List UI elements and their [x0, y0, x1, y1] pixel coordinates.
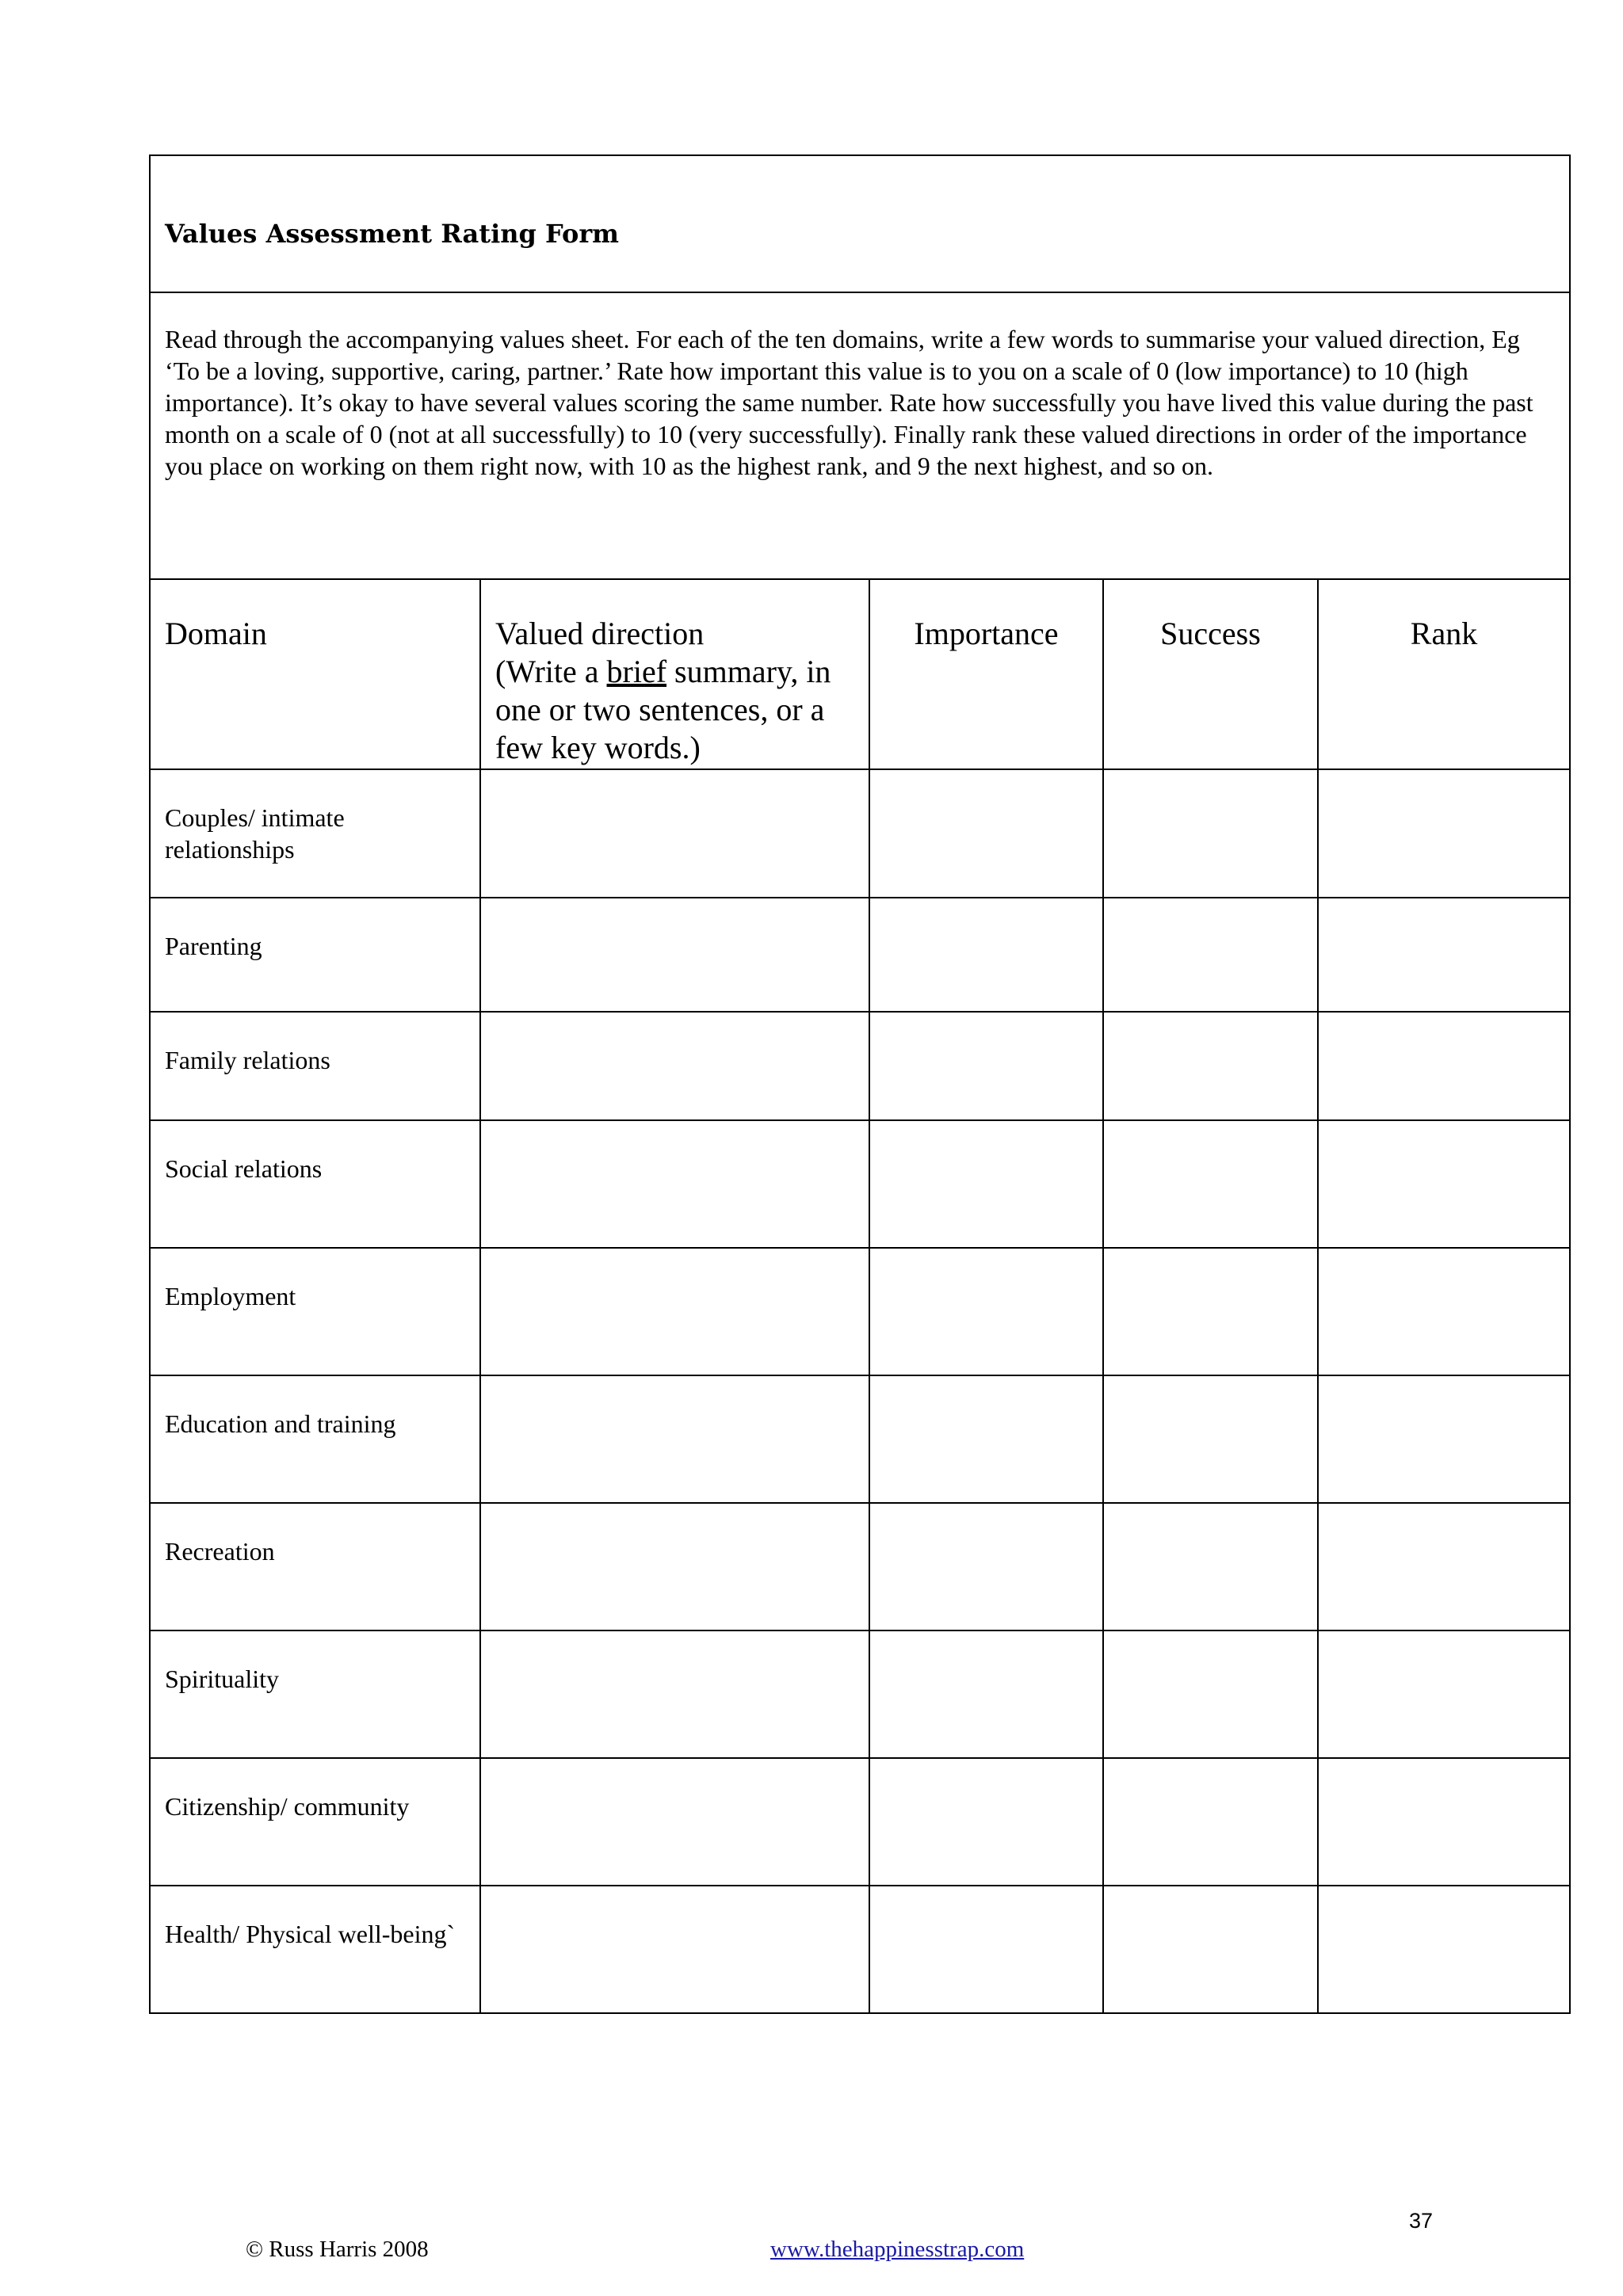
success-cell[interactable]	[1103, 898, 1318, 1012]
table-row	[150, 898, 1570, 1012]
success-cell[interactable]	[1103, 1503, 1318, 1630]
rank-cell[interactable]	[1318, 1758, 1570, 1886]
importance-cell[interactable]	[869, 769, 1103, 898]
table-row	[150, 1886, 1570, 2013]
success-cell[interactable]	[1103, 1630, 1318, 1758]
domain-label: Health/ Physical well-being`	[150, 1886, 480, 2013]
column-header-rank: Rank	[1318, 579, 1570, 769]
importance-cell[interactable]	[869, 1012, 1103, 1120]
success-cell[interactable]	[1103, 1375, 1318, 1503]
success-cell[interactable]	[1103, 1012, 1318, 1120]
rank-cell[interactable]	[1318, 1503, 1570, 1630]
instructions-text: Read through the accompanying values sheet. For each of the ten domains, write a few words to summarise your valued direction, Eg ‘To be a loving, supportive, caring, partner.’ Rate how important this value is to you on a scale of 0 (low importance) to 10 (high importance). It’s okay to have several values scoring the same number. Rate how successfully you have lived this value during the past month on a scale of 0 (not at all successfully) to 10 (very successfully). Finally rank these valued directions in order of the importance you place on working on them right now, with 10 as the highest rank, and 9 the next highest, and so on.	[150, 292, 1570, 579]
table-row	[150, 1503, 1570, 1630]
importance-cell[interactable]	[869, 1630, 1103, 1758]
valued-direction-hint-end: summary, in one or two sentences, or a few key words.)	[495, 654, 831, 765]
column-header-importance: Importance	[869, 579, 1103, 769]
valued-direction-cell[interactable]	[480, 1375, 869, 1503]
importance-cell[interactable]	[869, 1375, 1103, 1503]
domain-label: Employment	[150, 1248, 480, 1375]
title-row	[150, 155, 1570, 292]
form-title: Values Assessment Rating Form	[165, 218, 620, 249]
importance-cell[interactable]	[869, 898, 1103, 1012]
rank-cell[interactable]	[1318, 1120, 1570, 1248]
rank-cell[interactable]	[1318, 898, 1570, 1012]
domain-label: Citizenship/ community	[150, 1758, 480, 1886]
rank-cell[interactable]	[1318, 1630, 1570, 1758]
rank-cell[interactable]	[1318, 1012, 1570, 1120]
column-header-valued-direction	[480, 579, 869, 769]
valued-direction-cell[interactable]	[480, 769, 869, 898]
success-cell[interactable]	[1103, 1886, 1318, 2013]
table-row	[150, 769, 1570, 898]
domain-label: Spirituality	[150, 1630, 480, 1758]
instructions-row	[150, 292, 1570, 579]
success-cell[interactable]	[1103, 1758, 1318, 1886]
valued-direction-cell[interactable]	[480, 1630, 869, 1758]
importance-cell[interactable]	[869, 1886, 1103, 2013]
rank-cell[interactable]	[1318, 769, 1570, 898]
table-row	[150, 1120, 1570, 1248]
table-row	[150, 1758, 1570, 1886]
valued-direction-cell[interactable]	[480, 1503, 869, 1630]
valued-direction-hint-emphasis: brief	[606, 654, 667, 689]
header-row	[150, 579, 1570, 769]
domain-label: Social relations	[150, 1120, 480, 1248]
valued-direction-cell[interactable]	[480, 1012, 869, 1120]
column-header-domain: Domain	[150, 579, 480, 769]
success-cell[interactable]	[1103, 1120, 1318, 1248]
domain-label: Couples/ intimate relationships	[150, 769, 480, 898]
valued-direction-cell[interactable]	[480, 1758, 869, 1886]
valued-direction-hint-start: (Write a	[495, 654, 607, 689]
importance-cell[interactable]	[869, 1758, 1103, 1886]
success-cell[interactable]	[1103, 1248, 1318, 1375]
domain-label: Parenting	[150, 898, 480, 1012]
table-row	[150, 1630, 1570, 1758]
importance-cell[interactable]	[869, 1503, 1103, 1630]
rank-cell[interactable]	[1318, 1375, 1570, 1503]
table-row	[150, 1248, 1570, 1375]
website-link[interactable]: www.thehappinesstrap.com	[770, 2237, 1025, 2262]
valued-direction-cell[interactable]	[480, 898, 869, 1012]
table-row	[150, 1375, 1570, 1503]
rank-cell[interactable]	[1318, 1886, 1570, 2013]
column-header-success: Success	[1103, 579, 1318, 769]
importance-cell[interactable]	[869, 1120, 1103, 1248]
title-cell	[150, 155, 1570, 292]
copyright-notice: © Russ Harris 2008	[246, 2237, 429, 2262]
domain-label: Education and training	[150, 1375, 480, 1503]
table-row	[150, 1012, 1570, 1120]
values-assessment-table	[149, 154, 1571, 2014]
valued-direction-cell[interactable]	[480, 1886, 869, 2013]
valued-direction-cell[interactable]	[480, 1120, 869, 1248]
valued-direction-cell[interactable]	[480, 1248, 869, 1375]
domain-label: Family relations	[150, 1012, 480, 1120]
rank-cell[interactable]	[1318, 1248, 1570, 1375]
valued-direction-label: Valued direction	[495, 616, 705, 651]
page-number: 37	[1409, 2209, 1434, 2233]
importance-cell[interactable]	[869, 1248, 1103, 1375]
domain-label: Recreation	[150, 1503, 480, 1630]
success-cell[interactable]	[1103, 769, 1318, 898]
